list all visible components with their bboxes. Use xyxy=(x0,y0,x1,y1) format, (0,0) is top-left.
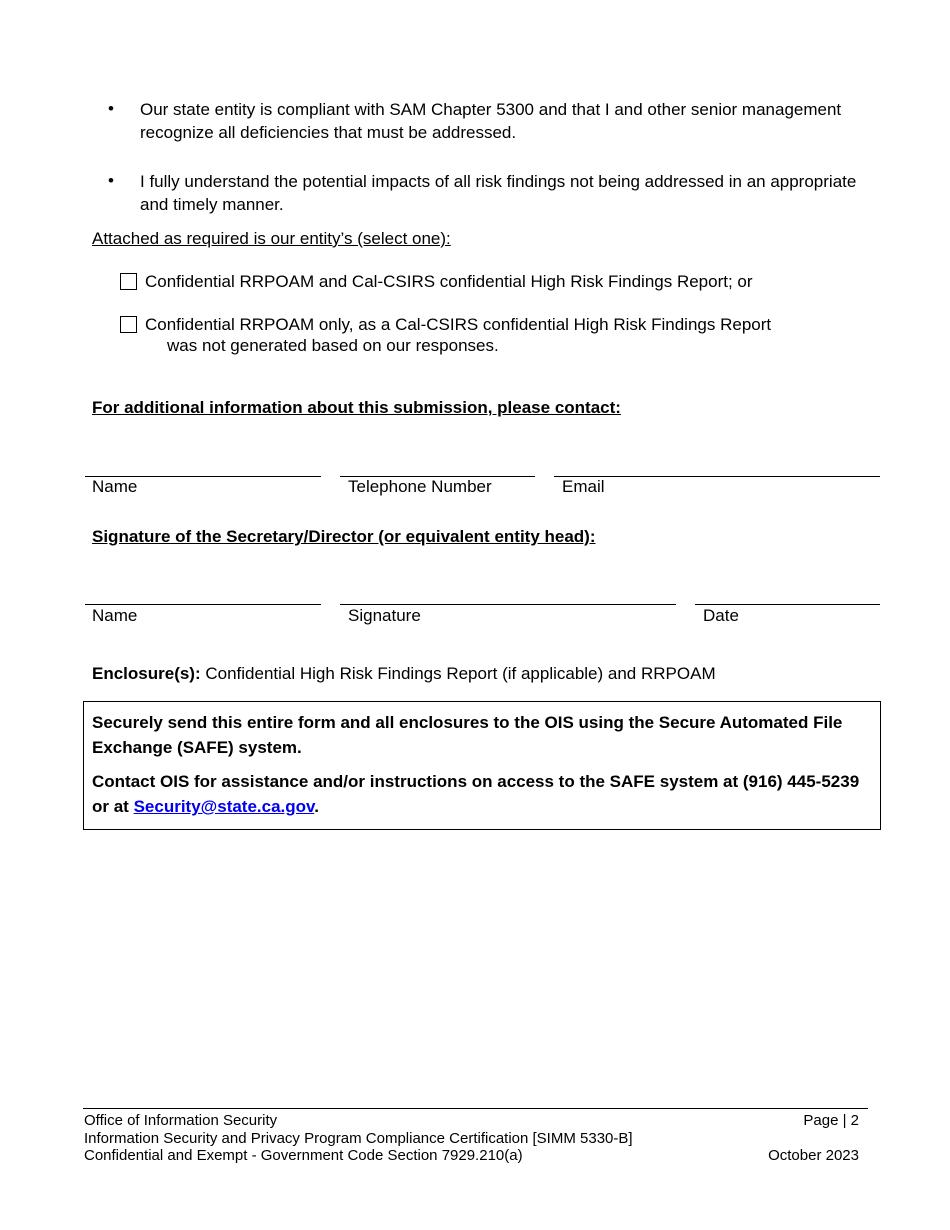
contact-telephone-label: Telephone Number xyxy=(348,477,492,496)
bullet-text: Our state entity is compliant with SAM Chapter 5300 and that I and other senior management recognize all deficiencies that must be addressed. xyxy=(140,100,842,142)
enclosure-label: Enclosure(s): xyxy=(92,664,201,683)
security-email-link[interactable]: Security@state.ca.gov xyxy=(133,797,315,816)
footer-org: Office of Information Security xyxy=(84,1112,278,1129)
contact-heading: For additional information about this submission, please contact: xyxy=(92,398,621,417)
notice-period: . xyxy=(314,797,319,816)
footer-page-number: Page | 2 xyxy=(803,1112,859,1129)
option-2-checkbox[interactable] xyxy=(120,316,137,333)
signature-name-line[interactable] xyxy=(85,604,321,605)
option-2-label: Confidential RRPOAM only, as a Cal-CSIRS confidential High Risk Findings Report xyxy=(145,315,772,334)
notice-paragraph-1: Securely send this entire form and all enclosures to the OIS using the Secure Automated File Exchange (SAFE) system. xyxy=(92,713,843,757)
footer-date: October 2023 xyxy=(768,1147,859,1164)
notice-box xyxy=(83,701,881,830)
footer-divider xyxy=(83,1108,868,1109)
footer-doc-title: Information Security and Privacy Program Compliance Certification [SIMM 5330-B] xyxy=(84,1130,633,1147)
attached-heading: Attached as required is our entity’s (select one): xyxy=(92,229,451,248)
bullet-marker: • xyxy=(108,171,114,190)
option-1-checkbox[interactable] xyxy=(120,273,137,290)
contact-email-label: Email xyxy=(562,477,605,496)
signature-name-label: Name xyxy=(92,606,138,625)
signature-date-label: Date xyxy=(703,606,739,625)
enclosure-line xyxy=(92,664,716,684)
notice-paragraph-2 xyxy=(92,769,872,819)
option-2-label-cont: was not generated based on our responses. xyxy=(167,336,499,355)
enclosure-text: Confidential High Risk Findings Report (if applicable) and RRPOAM xyxy=(205,664,716,683)
footer-confidential: Confidential and Exempt - Government Code Section 7929.210(a) xyxy=(84,1147,523,1164)
bullet-text: I fully understand the potential impacts of all risk findings not being addressed in an appropriate and timely manner. xyxy=(140,172,857,214)
signature-date-line[interactable] xyxy=(695,604,880,605)
signature-heading: Signature of the Secretary/Director (or equivalent entity head): xyxy=(92,527,596,546)
contact-name-label: Name xyxy=(92,477,138,496)
signature-line[interactable] xyxy=(340,604,676,605)
notice-contact-text: Contact OIS for assistance and/or instructions on access to the SAFE system at (916) 445-5239 or at xyxy=(92,772,860,816)
signature-label: Signature xyxy=(348,606,421,625)
option-1-label: Confidential RRPOAM and Cal-CSIRS confidential High Risk Findings Report; or xyxy=(145,272,753,291)
bullet-marker: • xyxy=(108,99,114,118)
